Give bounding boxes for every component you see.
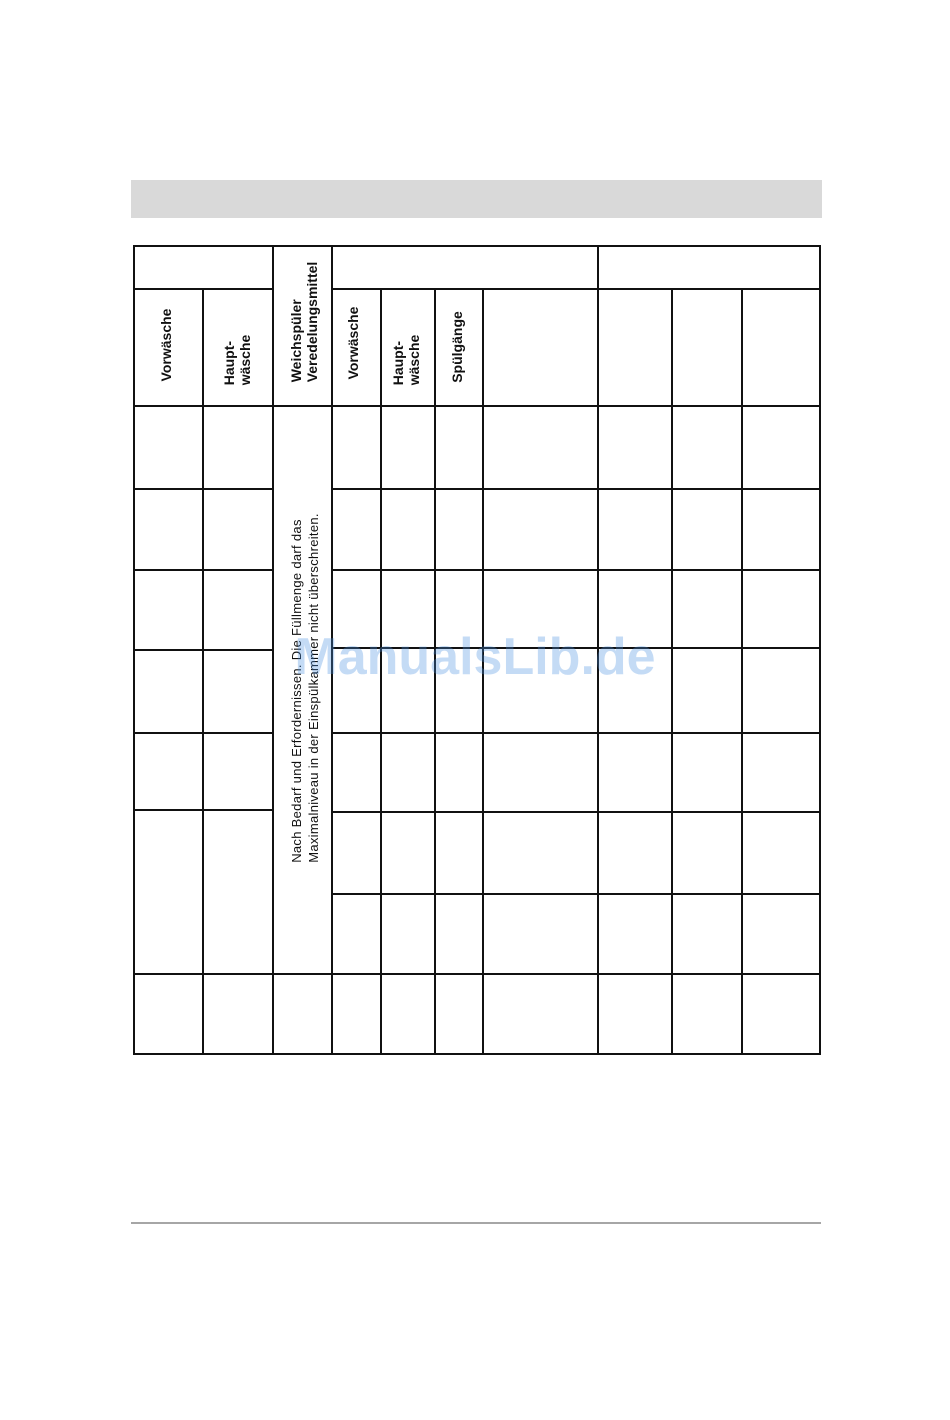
header-mainwash-left: Haupt- wäsche (221, 334, 253, 386)
header-prewash-middle: Vorwäsche (345, 306, 361, 380)
watermark: ManualsLib.de (294, 628, 656, 686)
header-prewash-left: Vorwäsche (158, 308, 174, 382)
header-bar (131, 180, 822, 218)
header-rinse: Spülgänge (449, 311, 465, 383)
softener-note: Nach Bedarf und Erfordernissen. Die Füllmenge darf das Maximalniveau in der Einspülkammer nicht überschreiten. (289, 513, 321, 863)
header-softener: Weichspüler Veredelungsmittel (288, 261, 320, 383)
header-mainwash-middle: Haupt- wäsche (390, 334, 422, 386)
footer-divider (131, 1222, 821, 1224)
